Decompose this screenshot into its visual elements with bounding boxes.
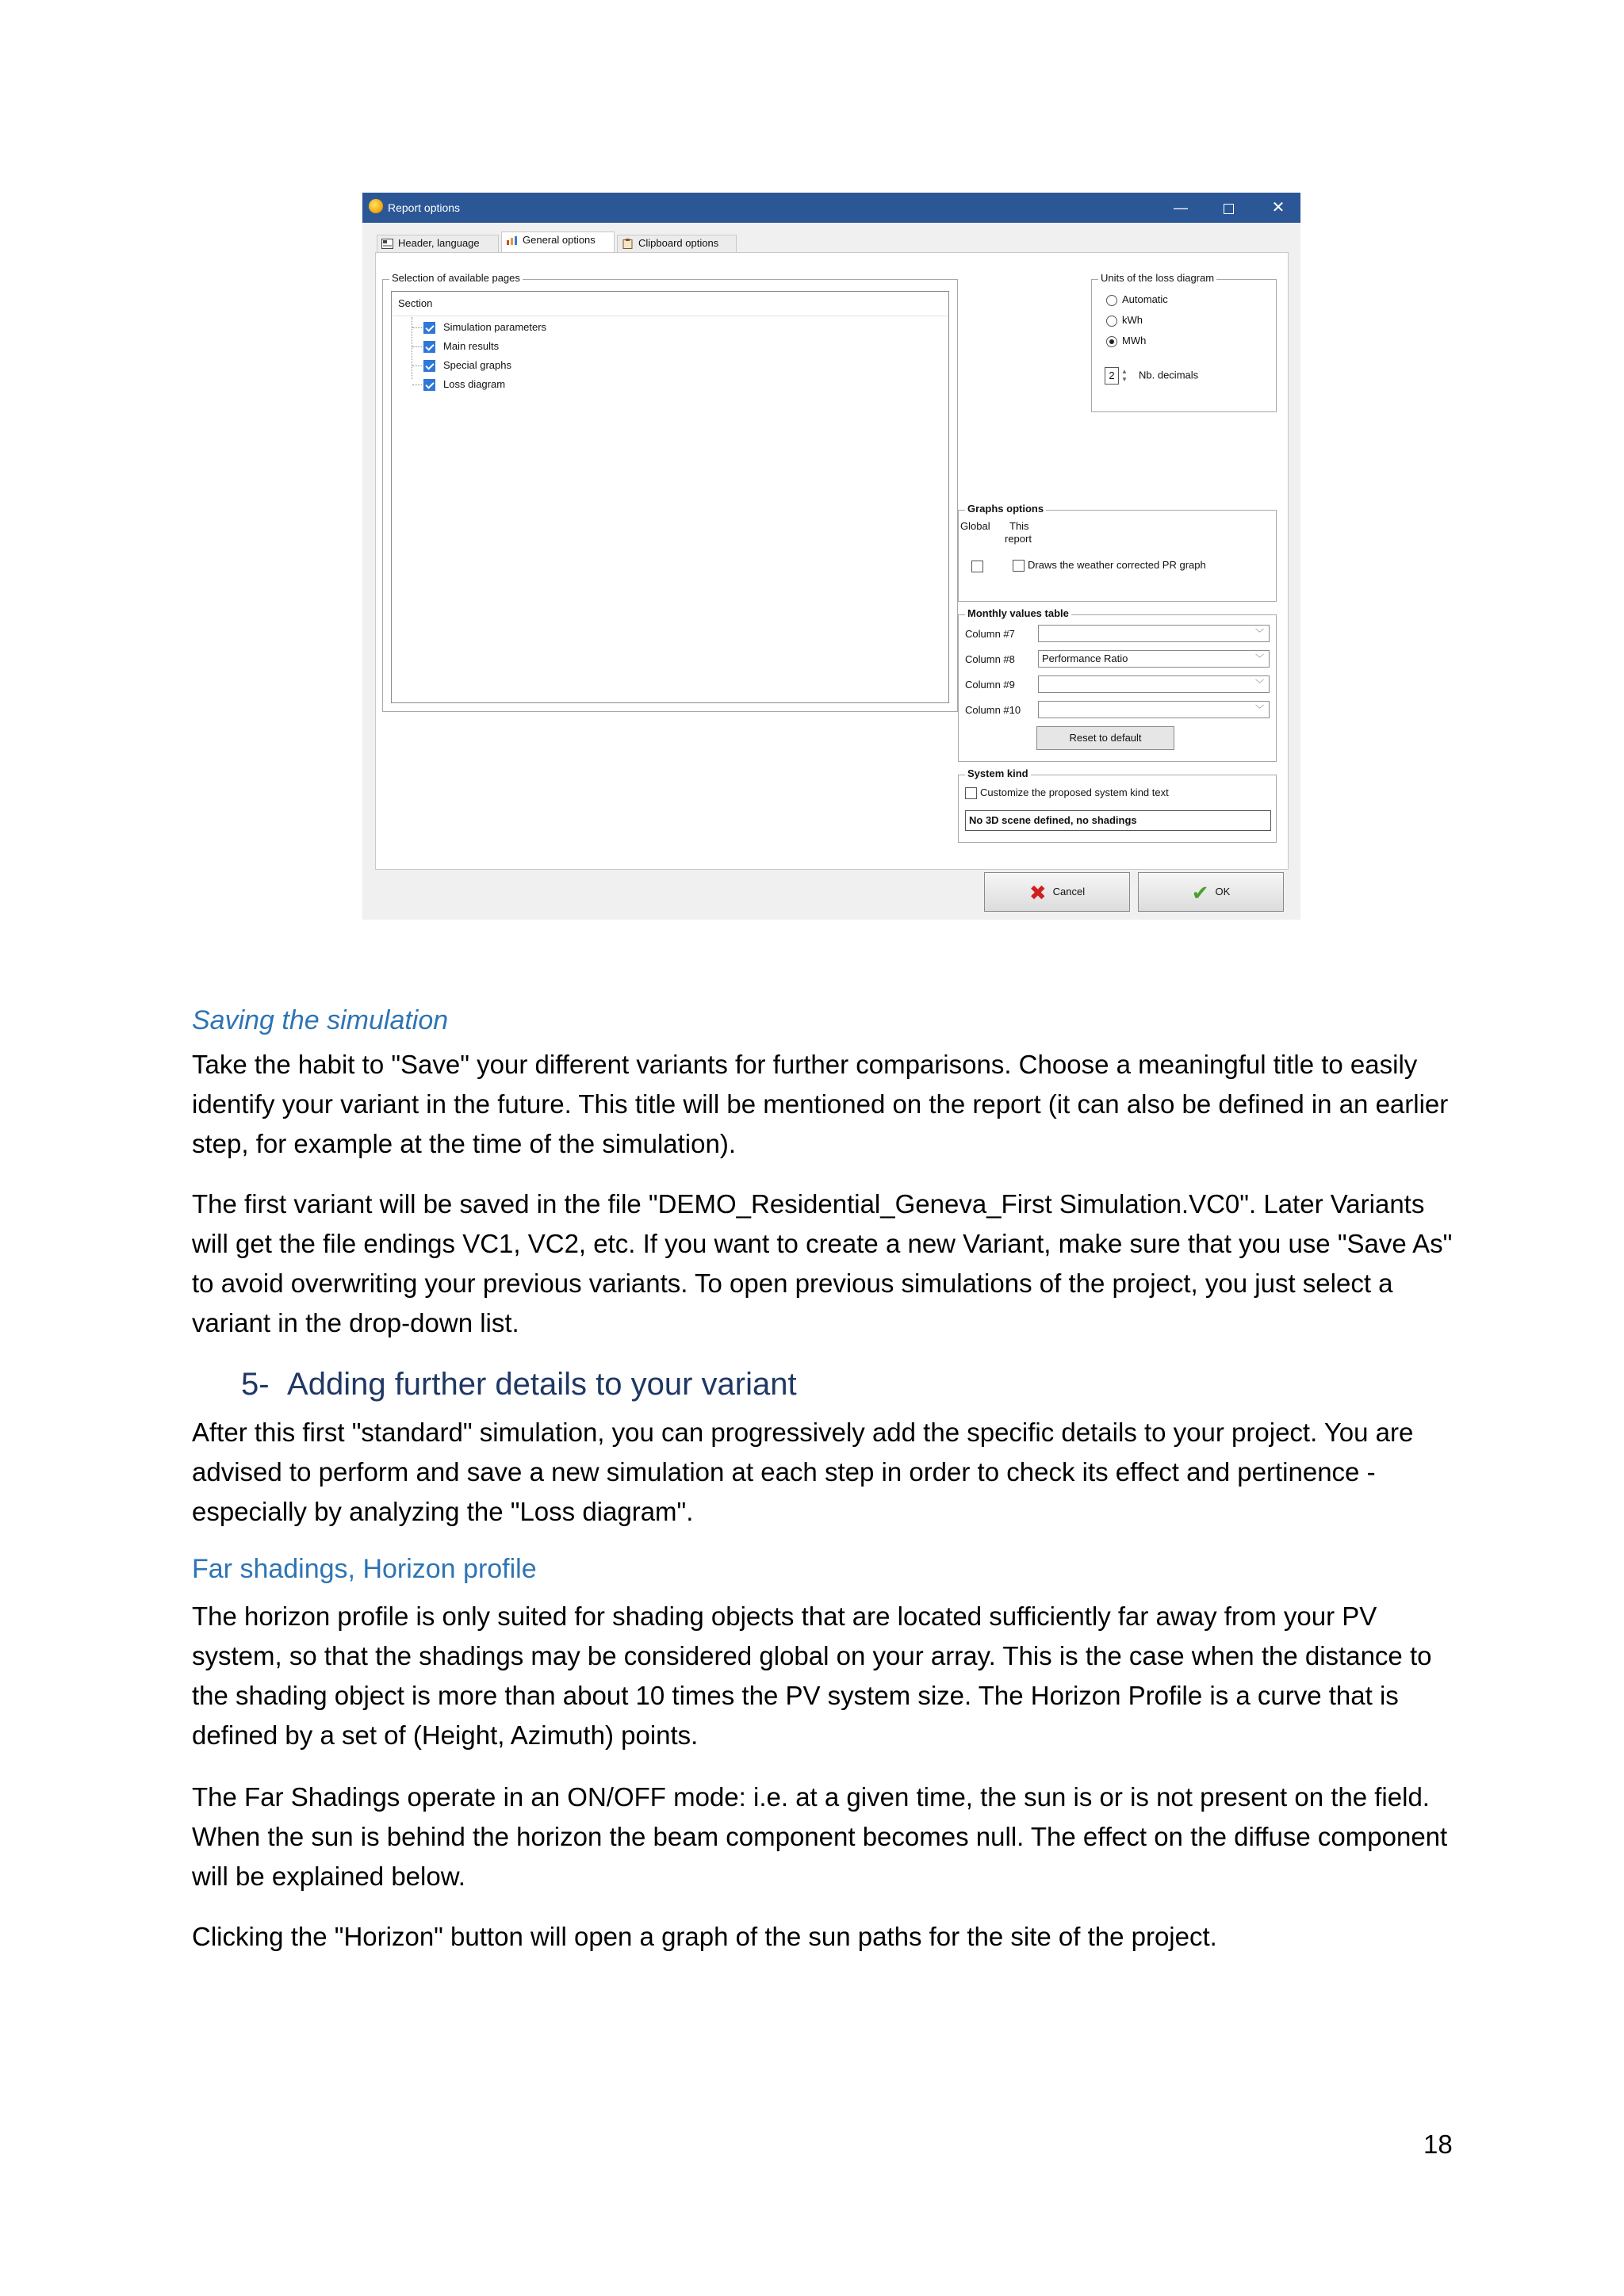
- general-options-panel: [375, 252, 1289, 870]
- clipboard-icon: [622, 239, 634, 249]
- checkbox[interactable]: [423, 341, 435, 353]
- reset-to-default-button[interactable]: Reset to default: [1036, 726, 1174, 750]
- radio-mwh[interactable]: MWh: [1106, 333, 1146, 349]
- graphs-options-group: [958, 503, 1277, 602]
- checkbox[interactable]: [423, 322, 435, 334]
- monthly-group-label: Monthly values table: [965, 607, 1071, 619]
- col-this-label: This: [1009, 520, 1029, 532]
- checkbox[interactable]: [423, 360, 435, 372]
- weather-pr-option[interactable]: Draws the weather corrected PR graph: [1013, 559, 1206, 572]
- minimize-button[interactable]: —: [1174, 200, 1188, 216]
- tab-clipboard-options[interactable]: Clipboard options: [617, 235, 737, 252]
- system-kind-text-field[interactable]: No 3D scene defined, no shadings: [965, 810, 1271, 831]
- ok-button[interactable]: ✔ OK: [1138, 872, 1284, 912]
- chevron-down-icon: ﹀: [1255, 654, 1264, 664]
- far-shadings-paragraph-2: The Far Shadings operate in an ON/OFF mode: i.e. at a given time, the sun is or is not present on the field. When the sun is behind the horizon the beam component becomes null. The effect on the diffuse component will be explained below.: [192, 1782, 1448, 1891]
- maximize-button[interactable]: [1212, 197, 1244, 218]
- column-8-label: Column #8: [965, 653, 1015, 665]
- monthly-values-group: [958, 607, 1277, 762]
- pages-group: [382, 272, 958, 712]
- radio-kwh[interactable]: kWh: [1106, 312, 1143, 328]
- chevron-down-icon: ﹀: [1255, 705, 1264, 714]
- customize-checkbox[interactable]: [965, 787, 977, 799]
- checkbox[interactable]: [423, 379, 435, 391]
- column-8-select[interactable]: Performance Ratio ﹀: [1038, 650, 1270, 668]
- dialog-title: Report options: [388, 201, 461, 214]
- radio-automatic[interactable]: Automatic: [1106, 292, 1168, 308]
- chevron-down-icon: ﹀: [1255, 629, 1264, 638]
- system-group-label: System kind: [965, 767, 1031, 779]
- chart-icon: [506, 235, 518, 246]
- graphs-group-label: Graphs options: [965, 503, 1046, 515]
- spinner-arrows-icon[interactable]: ▲ ▼: [1121, 368, 1128, 383]
- section-number: 5-: [241, 1367, 270, 1402]
- tab-general-options[interactable]: General options: [501, 232, 615, 253]
- page-item-simulation-parameters[interactable]: Simulation parameters: [423, 320, 546, 335]
- chevron-down-icon: ﹀: [1255, 679, 1264, 689]
- page-item-main-results[interactable]: Main results: [423, 339, 499, 354]
- column-7-select[interactable]: [1038, 625, 1270, 642]
- header-icon: [381, 239, 393, 249]
- far-shadings-paragraph-1: The horizon profile is only suited for shading objects that are located sufficiently far away from your PV system, so that the shadings may be considered global on your array. This is the case when the distance to the shading object is more than about 10 times the PV system size. The Horizon Profile is a curve that is defined by a set of (Height, Azimuth) points.: [192, 1601, 1432, 1750]
- col-global-label: Global: [960, 520, 990, 532]
- pvsyst-app-icon: [369, 199, 383, 213]
- pages-tree[interactable]: [391, 291, 949, 703]
- system-kind-group: [958, 767, 1277, 843]
- far-shadings-paragraph-3: Clicking the "Horizon" button will open a graph of the sun paths for the site of the project.: [192, 1922, 1217, 1951]
- page-item-special-graphs[interactable]: Special graphs: [423, 358, 511, 373]
- global-pr-checkbox[interactable]: [971, 561, 983, 572]
- pages-group-label: Selection of available pages: [389, 272, 523, 284]
- column-7-label: Column #7: [965, 628, 1015, 640]
- units-group: [1091, 272, 1277, 412]
- far-shadings-heading: Far shadings, Horizon profile: [192, 1554, 537, 1584]
- saving-paragraph-2: The first variant will be saved in the file "DEMO_Residential_Geneva_First Simulation.VC0". Later Variants will get the file endings VC1, VC2, etc. If you want to create a new Variant, make sure that you use "Save As" to avoid overwriting your previous variants. To open previous simulations of the project, you just select a variant in the drop-down list.: [192, 1189, 1453, 1337]
- column-9-label: Column #9: [965, 679, 1015, 691]
- column-10-label: Column #10: [965, 704, 1021, 716]
- cancel-x-icon: ✖: [1028, 880, 1047, 905]
- title-bar: [362, 193, 1300, 223]
- decimals-spinner[interactable]: 2 ▲ ▼ Nb. decimals: [1105, 367, 1198, 385]
- saving-paragraph-1: Take the habit to "Save" your different variants for further comparisons. Choose a meaningful title to easily identify your variant in the future. This title will be mentioned on the report (it can also be defined in an earlier step, for example at the time of the simulation).: [192, 1050, 1449, 1158]
- cancel-button[interactable]: ✖ Cancel: [984, 872, 1130, 912]
- units-group-label: Units of the loss diagram: [1098, 272, 1216, 284]
- page-item-loss-diagram[interactable]: Loss diagram: [423, 377, 505, 392]
- tab-header-language[interactable]: Header, language: [377, 235, 499, 252]
- tree-column-header: Section: [392, 292, 948, 316]
- report-options-dialog: [362, 193, 1300, 920]
- section-title: Adding further details to your variant: [287, 1367, 797, 1402]
- column-10-select[interactable]: [1038, 701, 1270, 718]
- close-button[interactable]: ✕: [1271, 199, 1285, 216]
- saving-heading: Saving the simulation: [192, 1005, 449, 1035]
- report-pr-checkbox[interactable]: [1013, 560, 1025, 572]
- page-number: 18: [1423, 2130, 1453, 2159]
- customize-system-option[interactable]: Customize the proposed system kind text: [965, 786, 1169, 799]
- section-heading: [241, 1367, 1510, 1402]
- section-paragraph-1: After this first "standard" simulation, you can progressively add the specific details to your project. You are advised to perform and save a new simulation at each step in order to check its effect and pertinence - especially by analyzing the "Loss diagram".: [192, 1418, 1414, 1526]
- column-9-select[interactable]: [1038, 675, 1270, 693]
- col-report-label: report: [1005, 533, 1032, 545]
- checkmark-icon: ✔: [1191, 880, 1209, 905]
